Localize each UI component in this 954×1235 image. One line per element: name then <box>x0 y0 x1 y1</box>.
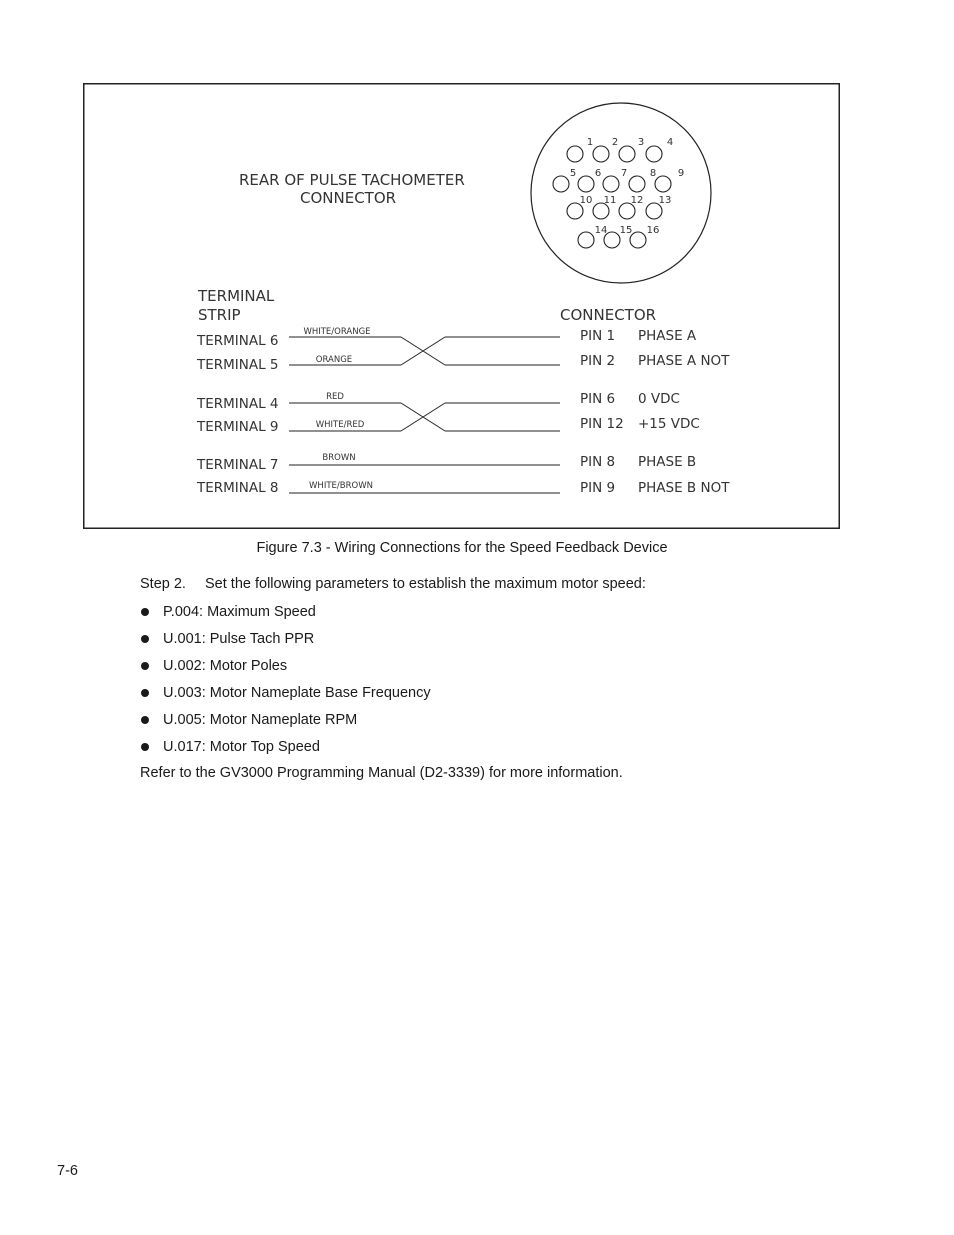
step-paragraph <box>140 576 646 592</box>
pin-number-label: 4 <box>666 137 674 148</box>
list-item <box>140 738 431 765</box>
pin-number-label: 13 <box>658 195 672 206</box>
terminal-label: TERMINAL 8 <box>197 480 279 496</box>
list-item-text: U.001: Pulse Tach PPR <box>163 631 315 647</box>
list-item <box>140 711 431 738</box>
pin-hole-icon <box>567 146 583 162</box>
terminal-label: TERMINAL 4 <box>197 396 279 412</box>
bullet-icon <box>141 716 149 724</box>
wiring-diagram <box>83 83 840 529</box>
list-item-text: U.017: Motor Top Speed <box>163 739 320 755</box>
pin-number-label: 15 <box>619 225 633 236</box>
wire-color-label: WHITE/RED <box>315 420 365 430</box>
pin-number-label: 10 <box>579 195 593 206</box>
pin-hole-icon <box>629 176 645 192</box>
pin-hole-icon <box>578 232 594 248</box>
pin-number-label: 12 <box>630 195 644 206</box>
pin-number-label: 6 <box>594 168 602 179</box>
pin-number-label: 2 <box>611 137 619 148</box>
connector-outline <box>531 103 711 283</box>
list-item-text: U.003: Motor Nameplate Base Frequency <box>163 685 431 701</box>
step-text: Set the following parameters to establish the maximum motor speed: <box>205 576 646 592</box>
pin-hole-icon <box>603 176 619 192</box>
connector-pin-label: PIN 6 <box>580 391 616 407</box>
pin-number-label: 8 <box>649 168 657 179</box>
parameter-list <box>140 603 431 765</box>
pin-number-label: 7 <box>620 168 628 179</box>
signal-label: 0 VDC <box>638 391 680 407</box>
list-item-text: U.002: Motor Poles <box>163 658 288 674</box>
pin-number-label: 3 <box>637 137 645 148</box>
pin-hole-icon <box>604 232 620 248</box>
list-item-text: P.004: Maximum Speed <box>163 604 316 620</box>
pin-hole-icon <box>619 146 635 162</box>
wire-connections <box>196 327 730 496</box>
signal-label: PHASE B NOT <box>638 480 730 496</box>
bullet-icon <box>141 662 149 670</box>
bullet-icon <box>141 608 149 616</box>
signal-label: +15 VDC <box>638 416 700 432</box>
signal-label: PHASE B <box>638 454 697 470</box>
terminal-label: TERMINAL 9 <box>197 419 279 435</box>
wire-color-label: ORANGE <box>315 355 353 365</box>
step-number: Step 2. <box>140 576 186 592</box>
connector-heading: CONNECTOR <box>560 306 657 324</box>
pin-number-label: 11 <box>603 195 617 206</box>
wire-color-label: RED <box>326 392 344 402</box>
bullet-icon <box>141 635 149 643</box>
pin-hole-icon <box>630 232 646 248</box>
list-item <box>140 630 431 657</box>
pin-hole-icon <box>578 176 594 192</box>
terminal-label: TERMINAL 7 <box>197 457 279 473</box>
page-number: 7-6 <box>57 1163 78 1179</box>
wire-color-label: BROWN <box>322 453 356 463</box>
signal-label: PHASE A <box>638 328 697 344</box>
connector-pins <box>553 137 684 248</box>
pin-hole-icon <box>553 176 569 192</box>
connector-title-line2: CONNECTOR <box>300 189 397 207</box>
terminal-label: TERMINAL 5 <box>197 357 279 373</box>
terminal-strip-heading-line2: STRIP <box>198 306 241 324</box>
reference-note: Refer to the GV3000 Programming Manual (D2-3339) for more information. <box>140 765 623 781</box>
wiring-figure <box>83 83 840 529</box>
terminal-strip-heading-line1: TERMINAL <box>198 287 275 305</box>
pin-number-label: 5 <box>569 168 577 179</box>
list-item <box>140 603 431 630</box>
pin-number-label: 16 <box>646 225 660 236</box>
wire-color-label: WHITE/ORANGE <box>303 327 371 337</box>
connector-pin-label: PIN 8 <box>580 454 616 470</box>
connector-pin-label: PIN 12 <box>580 416 624 432</box>
list-item <box>140 657 431 684</box>
connector-pin-label: PIN 2 <box>580 353 616 369</box>
pin-number-label: 9 <box>677 168 685 179</box>
list-item-text: U.005: Motor Nameplate RPM <box>163 712 358 728</box>
pin-number-label: 14 <box>594 225 608 236</box>
bullet-icon <box>141 689 149 697</box>
pin-number-label: 1 <box>586 137 594 148</box>
wire-color-label: WHITE/BROWN <box>309 481 373 491</box>
pin-hole-icon <box>655 176 671 192</box>
connector-pin-label: PIN 9 <box>580 480 616 496</box>
pin-hole-icon <box>646 146 662 162</box>
terminal-label: TERMINAL 6 <box>197 333 279 349</box>
bullet-icon <box>141 743 149 751</box>
connector-title-line1: REAR OF PULSE TACHOMETER <box>239 171 465 189</box>
connector-pin-label: PIN 1 <box>580 328 616 344</box>
list-item <box>140 684 431 711</box>
signal-label: PHASE A NOT <box>638 353 730 369</box>
figure-caption: Figure 7.3 - Wiring Connections for the Speed Feedback Device <box>256 540 668 556</box>
pin-hole-icon <box>593 146 609 162</box>
